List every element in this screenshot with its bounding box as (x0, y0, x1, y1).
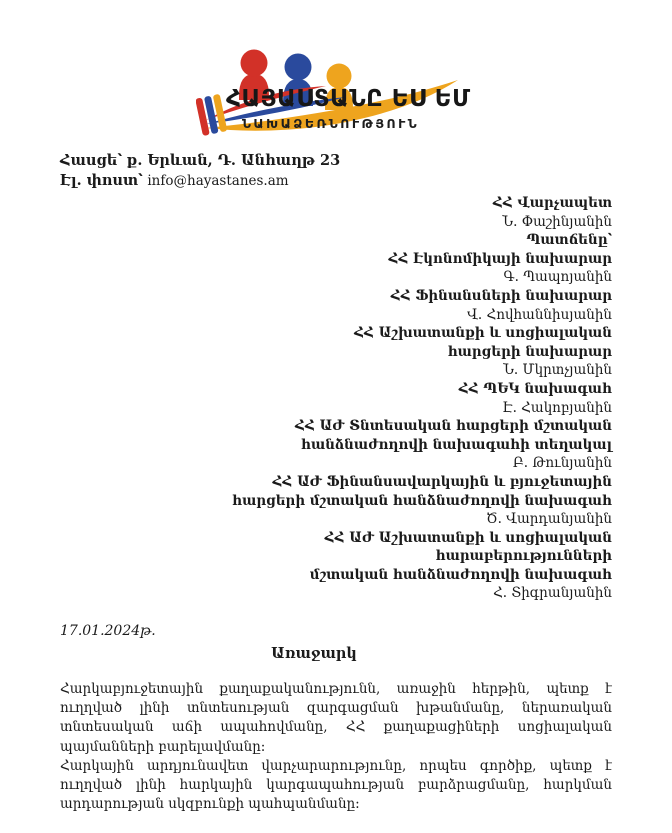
recipient-line: ՀՀ Վարչապետ (492, 195, 612, 211)
recipient-line: ՀՀ Ֆինանսների նախարար (390, 287, 612, 304)
recipient-line: Պատճենը՝ (526, 232, 612, 249)
recipient-line: Վ. Հովհաննիսյանին (467, 306, 612, 323)
email-value: info@hayastanes.am (147, 173, 289, 189)
recipient-line: ՀՀ ԱԺ Տնտեսական հարցերի մշտական (295, 418, 612, 435)
flag-tip (196, 94, 227, 136)
recipient-line: հարցերի նախարար (447, 343, 612, 360)
recipient-line: Հ. Տիգրանյանին (493, 585, 612, 602)
recipient-line: ՀՀ ԱԺ Աշխատանքի և սոցիալական (324, 529, 612, 546)
recipient-line: Ն. Փաշինյանին (502, 213, 612, 230)
logo-title: ՀԱՅԱՍՏԱՆԸ ԵՍ ԵՄ (226, 86, 471, 112)
recipient-line: ՀՀ Էկոնոմիկայի նախարար (388, 250, 612, 267)
address-value: ք. Երևան, Դ. Անհաղթ 23 (126, 152, 341, 169)
recipient-line: հարցերի մշտական հանձնաժողովի նախագահ (232, 492, 612, 509)
recipient-line: Բ. Թունյանին (512, 455, 612, 472)
recipient-line: ՀՀ ՊԵԿ նախագահ (458, 380, 612, 397)
recipient-line: հանձնաժողովի նախագահի տեղակալ (301, 436, 612, 453)
email-label: Էլ. փոստ՝ (60, 172, 143, 189)
date: 17.01.2024թ. (60, 623, 156, 639)
recipient-line: ՀՀ ԱԺ Ֆինանսավարկային և բյուջետային (272, 473, 612, 490)
recipient-line: Գ. Պապոյանին (503, 269, 612, 286)
recipient-line: հարաբերությունների (435, 548, 612, 565)
contact-block (60, 151, 340, 191)
address-label: Հասցե՝ (60, 152, 123, 169)
recipient-line: Ծ. Վարդանյանին (486, 511, 612, 528)
email-line (60, 171, 340, 191)
logo-subtitle: ՆԱԽԱՁԵՌՆՈՒԹՅՈՒՆ (242, 116, 420, 131)
recipient-line: Ն. Մկրտչյանին (503, 362, 612, 379)
paragraph: Հարկաբյուջետային քաղաքականությունն, առաջին հերթին, պետք է ուղղված լինի տնտեսության զարգացման խթանմանը, ներառական տնտեսական աճի ապահովմանը, ՀՀ քաղաքացիների սոցիալական պայմանների բարելավմանը: (60, 681, 612, 755)
proposal-heading: Առաջարկ (271, 645, 357, 662)
recipient-line: ՀՀ Աշխատանքի և սոցիալական (354, 325, 612, 342)
paragraph: Հարկային արդյունավետ վարչարարությունը, որպես գործիք, պետք է ուղղված լինի հարկային կարգապահության բարձրացմանը, հարկման արդարության սկզբունքի պահպանմանը: (60, 757, 612, 813)
recipient-line: մշտական հանձնաժողովի նախագահ (309, 566, 612, 583)
recipient-line: Է. Հակոբյանին (502, 399, 612, 416)
logo (196, 46, 476, 142)
body-paragraphs (60, 680, 612, 814)
address-line (60, 151, 340, 171)
recipients-list (142, 194, 612, 603)
